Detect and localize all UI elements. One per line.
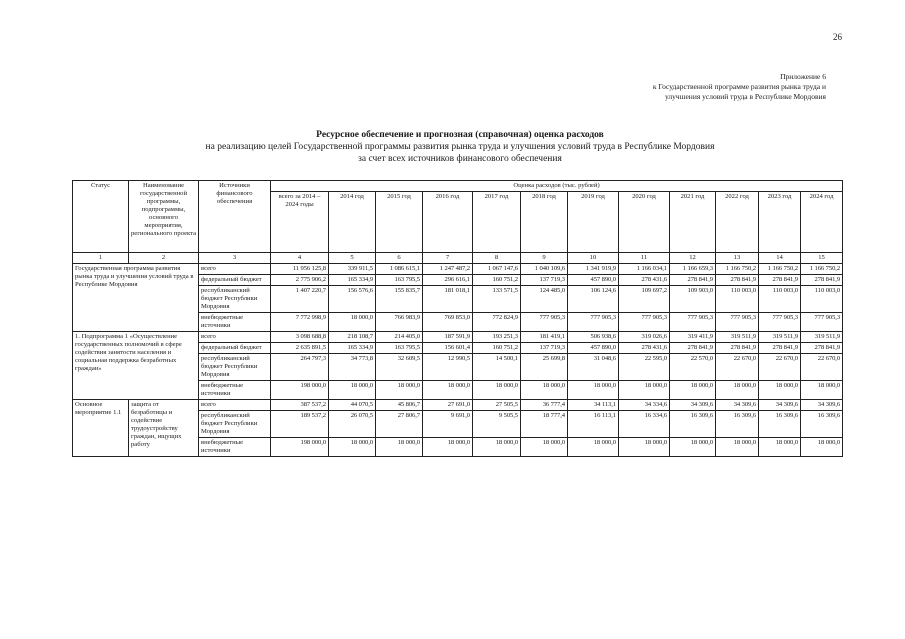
- row-year-value: 18 000,0: [801, 438, 843, 457]
- row-year-value: 193 251,3: [473, 332, 521, 343]
- column-number: 6: [376, 253, 423, 264]
- column-number: 2: [129, 253, 199, 264]
- row-year-value: 18 000,0: [619, 381, 670, 400]
- row-year-value: 163 795,5: [376, 275, 423, 286]
- row-year-value: 45 806,7: [376, 400, 423, 411]
- row-year-value: 18 000,0: [670, 438, 716, 457]
- row-year-value: 18 000,0: [329, 381, 376, 400]
- row-year-value: 18 000,0: [716, 381, 759, 400]
- row-year-value: 25 699,8: [521, 354, 568, 381]
- row-year-value: 18 000,0: [473, 381, 521, 400]
- row-year-value: 1 166 750,2: [759, 264, 801, 275]
- row-year-value: 181 018,1: [423, 286, 473, 313]
- row-year-value: 16 113,1: [568, 411, 619, 438]
- row-year-value: 18 000,0: [376, 381, 423, 400]
- row-year-value: 34 309,6: [670, 400, 716, 411]
- row-total: 11 956 125,8: [271, 264, 329, 275]
- row-year-value: 156 601,4: [423, 343, 473, 354]
- row-year-value: 31 048,6: [568, 354, 619, 381]
- row-status: Государственная программа развития рынка труда и улучшения условий труда в Республике Мордовия: [73, 264, 199, 332]
- row-year-value: 26 070,5: [329, 411, 376, 438]
- row-year-value: 109 903,0: [670, 286, 716, 313]
- row-year-value: 14 500,1: [473, 354, 521, 381]
- row-year-value: 18 000,0: [376, 438, 423, 457]
- row-year-value: 34 309,6: [759, 400, 801, 411]
- column-number: 8: [473, 253, 521, 264]
- header-status: Статус: [73, 181, 129, 253]
- row-year-value: 18 000,0: [801, 381, 843, 400]
- row-year-value: 165 334,9: [329, 343, 376, 354]
- row-total: 2 635 891,5: [271, 343, 329, 354]
- row-year-value: 34 334,6: [619, 400, 670, 411]
- row-year-value: 777 905,3: [716, 313, 759, 332]
- column-number: 1: [73, 253, 129, 264]
- row-year-value: 106 124,6: [568, 286, 619, 313]
- row-year-value: 1 341 919,9: [568, 264, 619, 275]
- column-number: 5: [329, 253, 376, 264]
- row-year-value: 22 670,0: [801, 354, 843, 381]
- title-line-1: Ресурсное обеспечение и прогнозная (справочная) оценка расходов: [316, 130, 604, 140]
- row-total: 387 537,2: [271, 400, 329, 411]
- row-year-value: 319 411,9: [670, 332, 716, 343]
- row-year-value: 9 691,0: [423, 411, 473, 438]
- row-total: 2 775 906,2: [271, 275, 329, 286]
- row-year-value: 777 905,3: [619, 313, 670, 332]
- row-year-value: 319 026,6: [619, 332, 670, 343]
- row-year-value: 278 841,9: [716, 343, 759, 354]
- row-year-value: 777 905,3: [568, 313, 619, 332]
- column-number: 13: [716, 253, 759, 264]
- row-year-value: 18 000,0: [568, 438, 619, 457]
- row-total: 189 537,2: [271, 411, 329, 438]
- row-year-value: 34 309,6: [801, 400, 843, 411]
- row-source: внебюджетные источники: [199, 381, 271, 400]
- row-year-value: 769 853,0: [423, 313, 473, 332]
- row-year-value: 214 405,0: [376, 332, 423, 343]
- row-year-value: 1 247 487,2: [423, 264, 473, 275]
- row-year-value: 777 905,3: [801, 313, 843, 332]
- row-total: 3 098 688,8: [271, 332, 329, 343]
- row-total: 198 000,0: [271, 381, 329, 400]
- row-year-value: 18 000,0: [759, 438, 801, 457]
- row-year-value: 18 000,0: [329, 313, 376, 332]
- row-year-value: 278 841,9: [801, 343, 843, 354]
- row-year-value: 22 595,0: [619, 354, 670, 381]
- header-year: 2021 год: [670, 192, 716, 253]
- page-number: 26: [833, 32, 842, 42]
- row-year-value: 1 166 034,1: [619, 264, 670, 275]
- title-line-2: на реализацию целей Государственной программы развития рынка труда и улучшения условий труда в Республике Мордовия: [205, 142, 715, 152]
- row-total: 1 407 220,7: [271, 286, 329, 313]
- document-title: [60, 129, 860, 165]
- row-year-value: 278 841,9: [759, 275, 801, 286]
- row-year-value: 22 670,0: [716, 354, 759, 381]
- annex-header: [600, 72, 826, 102]
- column-number: 7: [423, 253, 473, 264]
- row-year-value: 165 334,9: [329, 275, 376, 286]
- row-year-value: 18 000,0: [329, 438, 376, 457]
- header-year: 2020 год: [619, 192, 670, 253]
- row-year-value: 124 485,0: [521, 286, 568, 313]
- row-year-value: 278 431,6: [619, 343, 670, 354]
- row-source: всего: [199, 264, 271, 275]
- row-source: всего: [199, 400, 271, 411]
- row-status: Основное мероприятие 1.1: [73, 400, 129, 457]
- annex-line-1: Приложение 6: [780, 72, 826, 81]
- row-year-value: 319 511,9: [801, 332, 843, 343]
- row-year-value: 27 505,5: [473, 400, 521, 411]
- header-year: 2022 год: [716, 192, 759, 253]
- row-year-value: 278 431,6: [619, 275, 670, 286]
- row-year-value: 1 067 147,6: [473, 264, 521, 275]
- row-year-value: 278 841,9: [759, 343, 801, 354]
- row-year-value: 777 905,3: [759, 313, 801, 332]
- row-status: 1. Подпрограмма 1 «Осуществление государственных полномочий в сфере содействия занятости населения и социальная поддержка безработных граждан»: [73, 332, 199, 400]
- title-line-3: за счет всех источников финансового обеспечения: [358, 154, 562, 164]
- row-year-value: 278 841,9: [801, 275, 843, 286]
- row-year-value: 278 841,9: [670, 343, 716, 354]
- row-year-value: 16 309,6: [716, 411, 759, 438]
- row-year-value: 772 824,9: [473, 313, 521, 332]
- row-year-value: 9 505,5: [473, 411, 521, 438]
- row-year-value: 457 890,0: [568, 343, 619, 354]
- column-number: 12: [670, 253, 716, 264]
- row-year-value: 18 000,0: [716, 438, 759, 457]
- row-year-value: 110 003,0: [759, 286, 801, 313]
- row-year-value: 457 890,0: [568, 275, 619, 286]
- row-year-value: 27 691,0: [423, 400, 473, 411]
- table-row: [73, 332, 843, 343]
- row-year-value: 18 000,0: [423, 381, 473, 400]
- row-year-value: 160 751,2: [473, 275, 521, 286]
- row-source: внебюджетные источники: [199, 438, 271, 457]
- row-year-value: 18 000,0: [670, 381, 716, 400]
- row-year-value: 34 113,1: [568, 400, 619, 411]
- row-source: федеральный бюджет: [199, 343, 271, 354]
- column-number: 3: [199, 253, 271, 264]
- table-row: [73, 264, 843, 275]
- table-body: [73, 253, 843, 457]
- column-number: 9: [521, 253, 568, 264]
- row-year-value: 181 419,1: [521, 332, 568, 343]
- row-name: защита от безработицы и содействие трудоустройству граждан, ищущих работу: [129, 400, 199, 457]
- column-number: 14: [759, 253, 801, 264]
- row-year-value: 506 938,6: [568, 332, 619, 343]
- header-source: Источники финансового обеспечения: [199, 181, 271, 253]
- row-year-value: 160 751,2: [473, 343, 521, 354]
- row-year-value: 34 773,8: [329, 354, 376, 381]
- row-year-value: 44 070,5: [329, 400, 376, 411]
- row-year-value: 16 309,6: [801, 411, 843, 438]
- row-year-value: 27 806,7: [376, 411, 423, 438]
- header-name: Наименование государственной программы, подпрограммы, основного мероприятия, регионального проекта: [129, 181, 199, 253]
- row-year-value: 137 719,3: [521, 343, 568, 354]
- row-source: внебюджетные источники: [199, 313, 271, 332]
- row-year-value: 137 719,3: [521, 275, 568, 286]
- row-year-value: 1 086 615,1: [376, 264, 423, 275]
- row-source: республиканский бюджет Республики Мордовия: [199, 354, 271, 381]
- row-year-value: 22 670,0: [759, 354, 801, 381]
- row-year-value: 218 108,7: [329, 332, 376, 343]
- row-year-value: 278 841,9: [716, 275, 759, 286]
- row-year-value: 339 911,5: [329, 264, 376, 275]
- row-source: всего: [199, 332, 271, 343]
- header-year: 2015 год: [376, 192, 423, 253]
- row-total: 264 797,3: [271, 354, 329, 381]
- row-year-value: 18 000,0: [521, 438, 568, 457]
- row-total: 198 000,0: [271, 438, 329, 457]
- row-year-value: 1 166 659,3: [670, 264, 716, 275]
- row-year-value: 109 697,2: [619, 286, 670, 313]
- row-year-value: 319 511,9: [716, 332, 759, 343]
- row-year-value: 777 905,3: [521, 313, 568, 332]
- row-year-value: 319 511,9: [759, 332, 801, 343]
- row-year-value: 133 571,5: [473, 286, 521, 313]
- row-year-value: 34 309,6: [716, 400, 759, 411]
- row-year-value: 155 835,7: [376, 286, 423, 313]
- row-year-value: 16 334,6: [619, 411, 670, 438]
- row-year-value: 766 983,9: [376, 313, 423, 332]
- row-year-value: 110 003,0: [716, 286, 759, 313]
- row-year-value: 16 309,6: [759, 411, 801, 438]
- row-source: республиканский бюджет Республики Мордовия: [199, 411, 271, 438]
- row-year-value: 1 166 750,2: [716, 264, 759, 275]
- header-year: 2014 год: [329, 192, 376, 253]
- row-year-value: 187 591,9: [423, 332, 473, 343]
- row-year-value: 18 000,0: [619, 438, 670, 457]
- table-row: [73, 400, 843, 411]
- header-year: 2016 год: [423, 192, 473, 253]
- row-year-value: 278 841,9: [670, 275, 716, 286]
- header-year: 2023 год: [759, 192, 801, 253]
- row-source: федеральный бюджет: [199, 275, 271, 286]
- row-year-value: 36 777,4: [521, 400, 568, 411]
- row-year-value: 163 795,5: [376, 343, 423, 354]
- column-number-row: [73, 253, 843, 264]
- header-year: 2018 год: [521, 192, 568, 253]
- row-year-value: 18 000,0: [423, 438, 473, 457]
- row-year-value: 18 000,0: [521, 381, 568, 400]
- row-total: 7 772 998,9: [271, 313, 329, 332]
- header-year: 2024 год: [801, 192, 843, 253]
- row-year-value: 777 905,3: [670, 313, 716, 332]
- header-year: 2017 год: [473, 192, 521, 253]
- row-year-value: 110 003,0: [801, 286, 843, 313]
- header-row-top: [73, 181, 843, 192]
- row-year-value: 18 777,4: [521, 411, 568, 438]
- row-year-value: 32 609,5: [376, 354, 423, 381]
- annex-line-2: к Государственной программе развития рынка труда и: [652, 82, 826, 91]
- header-total: всего за 2014 – 2024 годы: [271, 192, 329, 253]
- header-estimate: Оценка расходов (тыс. рублей): [271, 181, 843, 192]
- column-number: 4: [271, 253, 329, 264]
- column-number: 10: [568, 253, 619, 264]
- row-year-value: 18 000,0: [759, 381, 801, 400]
- column-number: 11: [619, 253, 670, 264]
- row-year-value: 18 000,0: [568, 381, 619, 400]
- row-source: республиканский бюджет Республики Мордовия: [199, 286, 271, 313]
- row-year-value: 296 616,1: [423, 275, 473, 286]
- row-year-value: 1 040 109,6: [521, 264, 568, 275]
- row-year-value: 18 000,0: [473, 438, 521, 457]
- row-year-value: 16 309,6: [670, 411, 716, 438]
- row-year-value: 22 570,0: [670, 354, 716, 381]
- resource-table: [72, 180, 843, 457]
- row-year-value: 12 990,5: [423, 354, 473, 381]
- column-number: 15: [801, 253, 843, 264]
- annex-line-3: улучшения условий труда в Республике Мордовия: [665, 92, 826, 101]
- header-year: 2019 год: [568, 192, 619, 253]
- row-year-value: 1 166 750,2: [801, 264, 843, 275]
- row-year-value: 156 576,6: [329, 286, 376, 313]
